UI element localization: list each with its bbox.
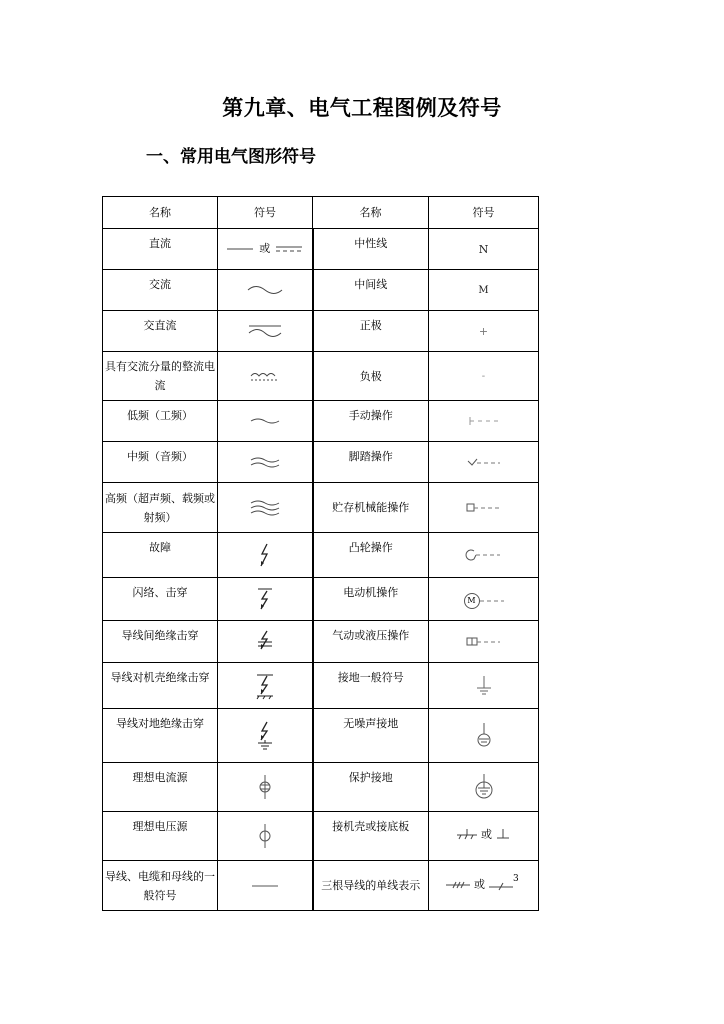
header-name: 名称 xyxy=(313,197,429,229)
left-name: 中频（音频） xyxy=(103,442,218,483)
low-freq-icon xyxy=(245,416,285,426)
left-name: 导线对机壳绝缘击穿 xyxy=(103,663,218,709)
pneumatic-symbol xyxy=(429,621,539,663)
right-name: 手动操作 xyxy=(313,401,429,442)
line-breakdown-symbol xyxy=(218,621,313,663)
left-name: 交流 xyxy=(103,270,218,311)
line-breakdown-icon xyxy=(255,629,275,655)
table-row xyxy=(103,812,539,861)
low-freq-symbol xyxy=(218,401,313,442)
protective-earth-symbol xyxy=(429,763,539,812)
right-name: 电动机操作 xyxy=(313,578,429,621)
pneumatic-icon xyxy=(464,635,504,649)
manual-symbol xyxy=(429,401,539,442)
right-name: 接地一般符号 xyxy=(313,663,429,709)
cam-symbol xyxy=(429,533,539,578)
header-symbol: 符号 xyxy=(218,197,313,229)
rectified-symbol xyxy=(218,352,313,401)
right-name: 中性线 xyxy=(313,229,429,270)
left-name: 理想电压源 xyxy=(103,812,218,861)
earth-icon xyxy=(474,674,494,698)
table-row xyxy=(103,621,539,663)
single-slash-icon xyxy=(488,876,514,892)
three-slash-icon xyxy=(445,878,471,890)
middle-line-symbol: M xyxy=(429,270,539,311)
left-name: 导线对地绝缘击穿 xyxy=(103,709,218,763)
three-conductor-symbol xyxy=(429,861,539,911)
dc-dashed-icon xyxy=(274,244,304,254)
table-row xyxy=(103,229,539,270)
negative-symbol: - xyxy=(429,352,539,401)
frame-hatch-icon xyxy=(456,827,478,841)
or-label: 或 xyxy=(259,242,271,256)
ac-dc-symbol xyxy=(218,311,313,352)
fault-symbol xyxy=(218,533,313,578)
symbol-table xyxy=(102,196,539,911)
right-name: 脚踏操作 xyxy=(313,442,429,483)
header-symbol: 符号 xyxy=(429,197,539,229)
voltage-source-symbol xyxy=(218,812,313,861)
table-row xyxy=(103,483,539,533)
noiseless-earth-icon xyxy=(474,721,494,751)
table-row xyxy=(103,709,539,763)
earth-breakdown-symbol xyxy=(218,709,313,763)
or-label: 或 xyxy=(481,827,492,841)
current-source-icon xyxy=(255,773,275,801)
left-name: 导线间绝缘击穿 xyxy=(103,621,218,663)
table-row xyxy=(103,401,539,442)
table-row xyxy=(103,663,539,709)
frame-breakdown-icon xyxy=(254,672,276,700)
right-name: 凸轮操作 xyxy=(313,533,429,578)
high-freq-symbol xyxy=(218,483,313,533)
left-name: 交直流 xyxy=(103,311,218,352)
table-row xyxy=(103,533,539,578)
left-name: 导线、电缆和母线的一般符号 xyxy=(103,861,218,911)
right-name: 正极 xyxy=(313,311,429,352)
left-name: 理想电流源 xyxy=(103,763,218,812)
motor-symbol xyxy=(429,578,539,621)
right-name: 中间线 xyxy=(313,270,429,311)
left-name: 具有交流分量的整流电流 xyxy=(103,352,218,401)
stored-energy-icon xyxy=(464,501,504,515)
section-subtitle: 一、常用电气图形符号 xyxy=(146,147,316,167)
current-source-symbol xyxy=(218,763,313,812)
right-name: 三根导线的单线表示 xyxy=(313,861,429,911)
right-name: 气动或液压操作 xyxy=(313,621,429,663)
pedal-symbol xyxy=(429,442,539,483)
left-name: 直流 xyxy=(103,229,218,270)
chassis-icon xyxy=(495,827,511,841)
ac-dc-icon xyxy=(245,323,285,339)
table-row xyxy=(103,352,539,401)
conductor-symbol xyxy=(218,861,313,911)
dc-line-icon xyxy=(225,245,255,253)
ac-symbol xyxy=(218,270,313,311)
earth-breakdown-icon xyxy=(254,720,276,752)
or-label: 或 xyxy=(474,877,485,891)
header-name: 名称 xyxy=(103,197,218,229)
stored-energy-symbol xyxy=(429,483,539,533)
left-name: 高频（超声频、载频或射频） xyxy=(103,483,218,533)
flashover-icon xyxy=(255,586,275,612)
voltage-source-icon xyxy=(255,822,275,850)
dc-symbol xyxy=(218,229,313,270)
right-name: 保护接地 xyxy=(313,763,429,812)
conductor-count: 3 xyxy=(513,874,519,885)
table-row xyxy=(103,861,539,911)
high-freq-icon xyxy=(245,498,285,518)
left-name: 闪络、击穿 xyxy=(103,578,218,621)
fault-icon xyxy=(255,542,275,568)
manual-icon xyxy=(464,415,504,427)
mid-freq-symbol xyxy=(218,442,313,483)
cam-icon xyxy=(464,548,504,562)
table-row xyxy=(103,578,539,621)
mid-freq-icon xyxy=(245,455,285,469)
frame-symbol xyxy=(429,812,539,861)
table-row xyxy=(103,270,539,311)
earth-symbol xyxy=(429,663,539,709)
right-name: 负极 xyxy=(313,352,429,401)
left-name: 低频（工频） xyxy=(103,401,218,442)
motor-circle-icon: M xyxy=(464,593,480,609)
right-name: 贮存机械能操作 xyxy=(313,483,429,533)
table-row xyxy=(103,311,539,352)
table-row xyxy=(103,442,539,483)
rectified-icon xyxy=(245,369,285,383)
neutral-symbol: N xyxy=(429,229,539,270)
table-header-row xyxy=(103,197,539,229)
motor-dash-icon xyxy=(480,597,504,605)
right-name: 接机壳或接底板 xyxy=(313,812,429,861)
pedal-icon xyxy=(464,456,504,468)
ac-wave-icon xyxy=(245,284,285,296)
conductor-icon xyxy=(250,882,280,890)
protective-earth-icon xyxy=(473,772,495,802)
page-title: 第九章、电气工程图例及符号 xyxy=(222,96,502,120)
right-name: 无噪声接地 xyxy=(313,709,429,763)
table-row xyxy=(103,763,539,812)
frame-breakdown-symbol xyxy=(218,663,313,709)
flashover-symbol xyxy=(218,578,313,621)
left-name: 故障 xyxy=(103,533,218,578)
positive-symbol: + xyxy=(429,311,539,352)
noiseless-earth-symbol xyxy=(429,709,539,763)
